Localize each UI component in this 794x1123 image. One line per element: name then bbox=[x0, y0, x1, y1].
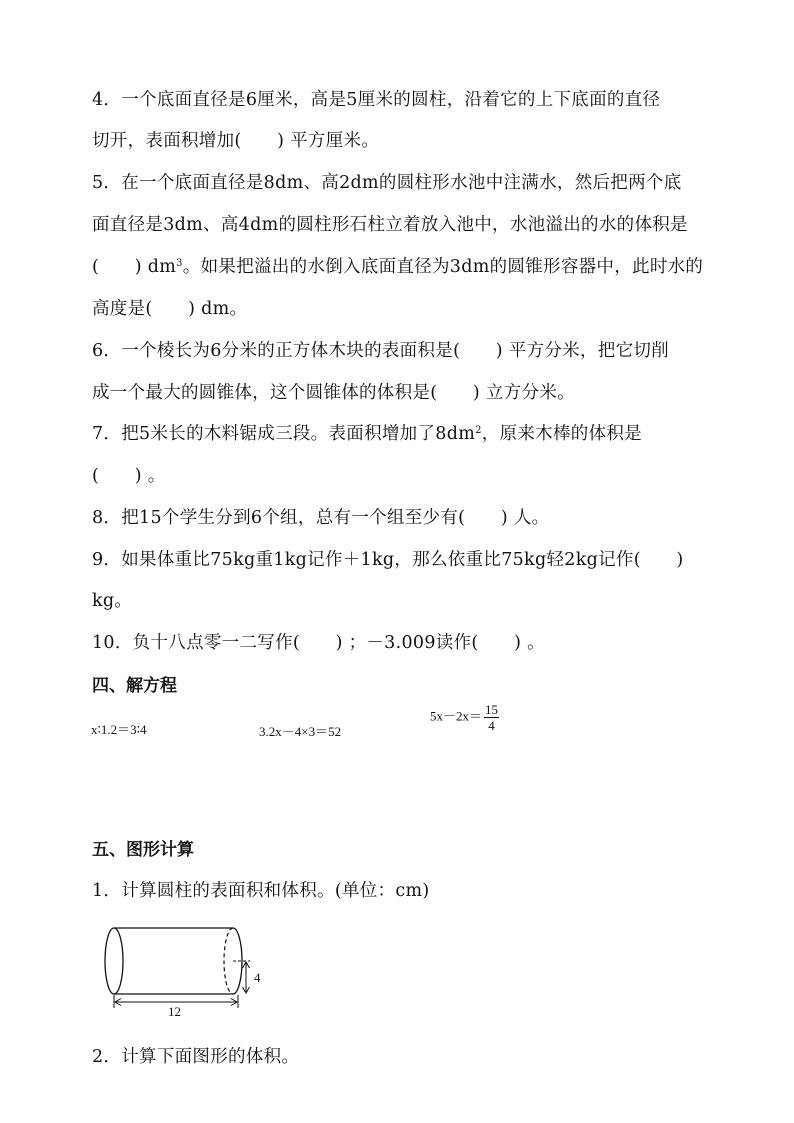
section-5-problem-1: 1．计算圆柱的表面积和体积。(单位：cm) bbox=[92, 881, 430, 901]
cylinder-right-face-hidden bbox=[224, 928, 233, 994]
equation-3 bbox=[430, 702, 499, 733]
equation-3-fraction bbox=[484, 702, 499, 733]
section-5-problem-2: 2．计算下面图形的体积。 bbox=[92, 1047, 300, 1067]
q4-line-1: 4．一个底面直径是6厘米，高是5厘米的圆柱，沿着它的上下底面的直径 bbox=[92, 90, 661, 110]
q7-line-1 bbox=[92, 420, 642, 445]
q6-line-1: 6．一个棱长为6分米的正方体木块的表面积是( ) 平方分米，把它切削 bbox=[92, 341, 669, 361]
q7-line-1-post: ，原来木棒的体积是 bbox=[481, 424, 642, 444]
q5-line-3 bbox=[92, 253, 703, 278]
q5-line-1: 5．在一个底面直径是8dm、高2dm的圆柱形水池中注满水，然后把两个底 bbox=[92, 173, 682, 193]
equation-3-left: 5x－2x＝ bbox=[430, 708, 483, 724]
cylinder-left-face bbox=[105, 928, 123, 994]
length-label: 12 bbox=[168, 1004, 181, 1018]
q9-line-2: kg。 bbox=[92, 591, 133, 611]
radius-label: 4 bbox=[254, 970, 261, 985]
section-4-title: 四、解方程 bbox=[92, 676, 177, 696]
q5-line-2: 面直径是3dm、高4dm的圆柱形石柱立着放入池中，水池溢出的水的体积是 bbox=[92, 215, 688, 235]
q5-line-3-post: 。如果把溢出的水倒入底面直径为3dm的圆锥形容器中，此时水的 bbox=[182, 257, 704, 277]
equation-2: 3.2x－4×3＝52 bbox=[259, 724, 342, 739]
q10-line-1: 10．负十八点零一二写作( ) ；－3.009读作( ) 。 bbox=[92, 633, 545, 653]
cylinder-figure bbox=[98, 922, 268, 1018]
q9-line-1: 9．如果体重比75kg重1kg记作＋1kg，那么依重比75kg轻2kg记作( ) bbox=[92, 550, 684, 570]
equation-1: x∶1.2＝3∶4 bbox=[91, 722, 147, 737]
q7-unit-square-sup: 2 bbox=[475, 425, 482, 436]
fraction-denominator: 4 bbox=[488, 718, 495, 733]
q6-line-2: 成一个最大的圆锥体，这个圆锥体的体积是( ) 立方分米。 bbox=[92, 383, 575, 403]
q5-line-4: 高度是( ) dm。 bbox=[92, 299, 248, 319]
q5-line-3-pre: ( ) dm bbox=[92, 257, 177, 277]
q5-unit-cube-sup: 3 bbox=[176, 258, 183, 269]
q8-line-1: 8．把15个学生分到6个组，总有一个组至少有( ) 人。 bbox=[92, 508, 550, 528]
section-5-title: 五、图形计算 bbox=[92, 840, 194, 860]
q7-line-1-pre: 7．把5米长的木料锯成三段。表面积增加了8dm bbox=[92, 424, 476, 444]
fraction-numerator: 15 bbox=[485, 702, 499, 717]
q4-line-2: 切开，表面积增加( ) 平方厘米。 bbox=[92, 131, 380, 151]
q7-line-2: ( ) 。 bbox=[92, 466, 166, 486]
